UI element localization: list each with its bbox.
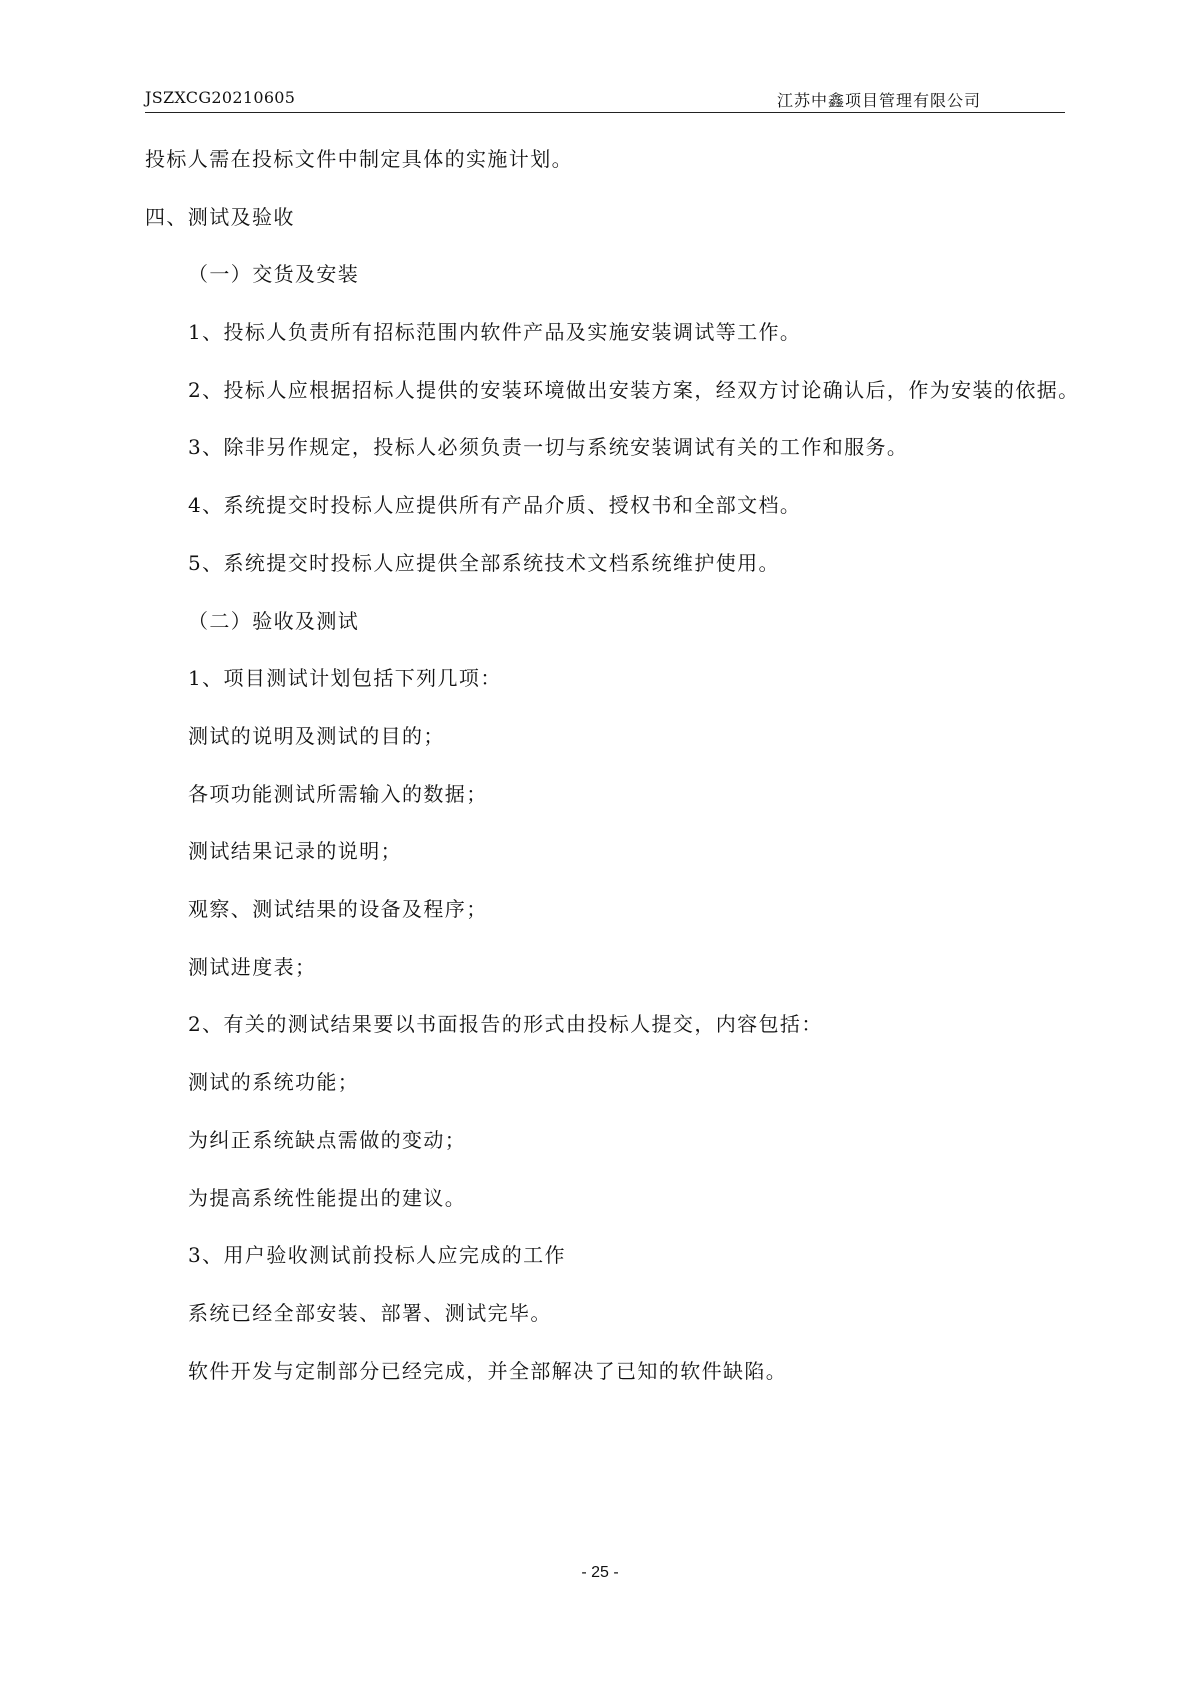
body-paragraph: 测试结果记录的说明； bbox=[188, 839, 402, 863]
body-paragraph: 为纠正系统缺点需做的变动； bbox=[188, 1128, 467, 1152]
body-paragraph: 测试进度表； bbox=[188, 955, 317, 979]
document-code: JSZXCG20210605 bbox=[145, 88, 296, 107]
subsection-heading: （一）交货及安装 bbox=[188, 262, 360, 286]
list-item: 3、用户验收测试前投标人应完成的工作 bbox=[188, 1243, 566, 1267]
subsection-heading: （二）验收及测试 bbox=[188, 609, 360, 633]
company-name: 江苏中鑫项目管理有限公司 bbox=[776, 91, 981, 110]
body-paragraph: 测试的系统功能； bbox=[188, 1070, 360, 1094]
list-item: 4、系统提交时投标人应提供所有产品介质、授权书和全部文档。 bbox=[188, 493, 802, 517]
list-item: 5、系统提交时投标人应提供全部系统技术文档系统维护使用。 bbox=[188, 551, 780, 575]
body-paragraph: 软件开发与定制部分已经完成，并全部解决了已知的软件缺陷。 bbox=[188, 1359, 788, 1383]
list-item: 3、除非另作规定，投标人必须负责一切与系统安装调试有关的工作和服务。 bbox=[188, 435, 909, 459]
body-paragraph: 为提高系统性能提出的建议。 bbox=[188, 1186, 467, 1210]
body-paragraph: 观察、测试结果的设备及程序； bbox=[188, 897, 488, 921]
body-paragraph: 测试的说明及测试的目的； bbox=[188, 724, 445, 748]
list-item: 2、有关的测试结果要以书面报告的形式由投标人提交，内容包括： bbox=[188, 1012, 823, 1036]
page-header bbox=[145, 84, 1065, 113]
list-item: 1、项目测试计划包括下列几项： bbox=[188, 666, 502, 690]
body-paragraph: 系统已经全部安装、部署、测试完毕。 bbox=[188, 1301, 552, 1325]
body-paragraph: 投标人需在投标文件中制定具体的实施计划。 bbox=[145, 147, 573, 171]
list-item: 1、投标人负责所有招标范围内软件产品及实施安装调试等工作。 bbox=[188, 320, 802, 344]
list-item: 2、投标人应根据招标人提供的安装环境做出安装方案，经双方讨论确认后，作为安装的依据。 bbox=[188, 378, 1080, 402]
page-number: - 25 - bbox=[581, 1564, 619, 1581]
body-paragraph: 各项功能测试所需输入的数据； bbox=[188, 782, 488, 806]
section-heading: 四、测试及验收 bbox=[145, 205, 295, 229]
